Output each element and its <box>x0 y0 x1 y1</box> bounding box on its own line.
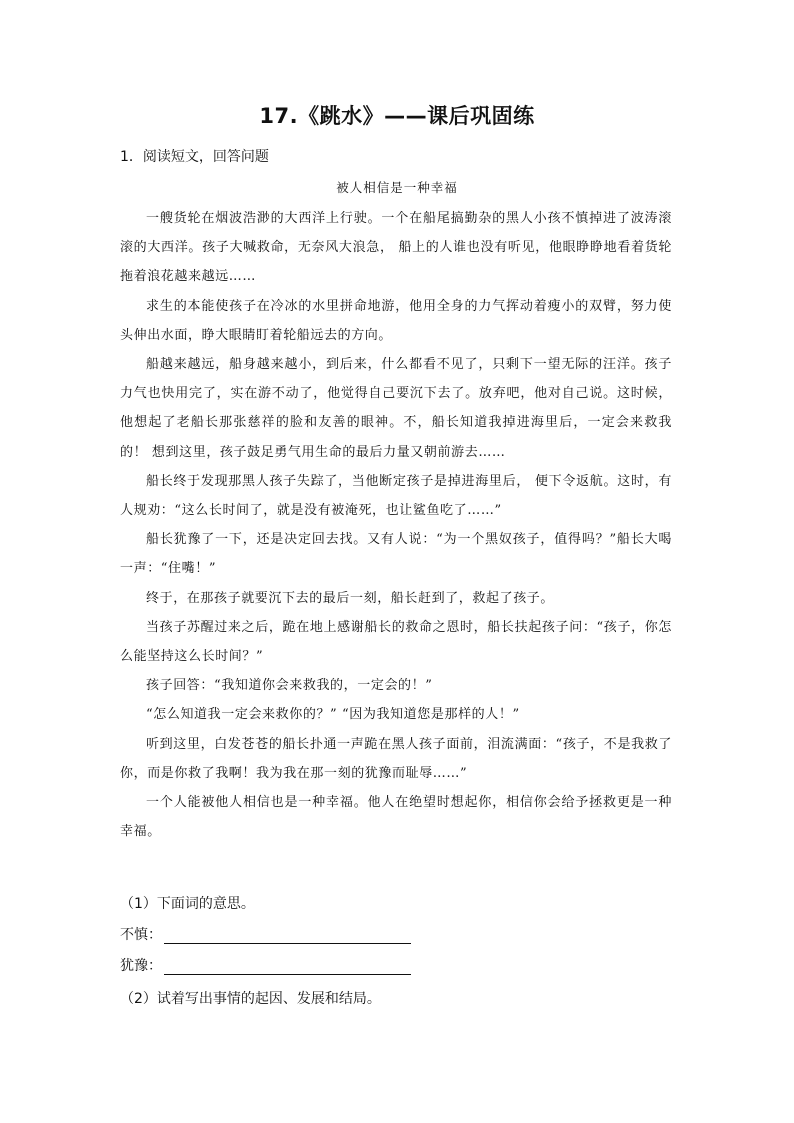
vocab-word-label: 不慎： <box>120 927 162 943</box>
passage-paragraph: 船长犹豫了一下，还是决定回去找。又有人说：“为一个黑奴孩子，值得吗？”船长大喝一声：“住嘴！” <box>120 532 672 577</box>
passage-paragraph: 一艘货轮在烟波浩渺的大西洋上行驶。一个在船尾搞勤杂的黑人小孩不慎掉进了波涛滚滚的大西洋。孩子大喊救命，无奈风大浪急， 船上的人谁也没有听见，他眼睁睁地看着货轮拖着浪花越来越远…… <box>120 211 672 285</box>
vocab-row-1 <box>120 924 411 944</box>
passage-body <box>120 204 672 846</box>
vocab-word-label: 犹豫： <box>120 958 162 974</box>
passage-paragraph: 船越来越远，船身越来越小，到后来，什么都看不见了，只剩下一望无际的汪洋。孩子力气也快用完了，实在游不动了，他觉得自己要沉下去了。放弃吧，他对自己说。这时候，他想起了老船长那张慈祥的脸和友善的眼神。不，船长知道我掉进海里后，一定会来救我的！ 想到这里，孩子鼓足勇气用生命的最后力量又朝前游去…… <box>120 357 672 460</box>
passage-paragraph: 终于，在那孩子就要沉下去的最后一刻，船长赶到了，救起了孩子。 <box>146 590 555 606</box>
passage-paragraph: 孩子回答：“我知道你会来救我的，一定会的！” <box>146 678 433 694</box>
passage-paragraph: 求生的本能使孩子在冷冰的水里拼命地游，他用全身的力气挥动着瘦小的双臂，努力使头伸出水面，睁大眼睛盯着轮船远去的方向。 <box>120 298 672 343</box>
passage-paragraph: 一个人能被他人相信也是一种幸福。他人在绝望时想起你，相信你会给予拯救更是一种幸福。 <box>120 795 672 840</box>
answer-blank-2[interactable] <box>164 958 411 975</box>
question-heading: 1．阅读短文，回答问题 <box>120 149 269 165</box>
passage-paragraph: 听到这里，白发苍苍的船长扑通一声跪在黑人孩子面前，泪流满面：“孩子，不是我救了你，而是你救了我啊！我为我在那一刻的犹豫而耻辱……” <box>120 736 672 781</box>
page-title: 17.《跳水》——课后巩固练 <box>259 104 535 128</box>
passage-paragraph: 船长终于发现那黑人孩子失踪了，当他断定孩子是掉进海里后， 便下令返航。这时，有人规劝：“这么长时间了，就是没有被淹死，也让鲨鱼吃了……” <box>120 473 672 519</box>
passage-title: 被人相信是一种幸福 <box>336 180 458 195</box>
passage-paragraph: “怎么知道我一定会来救你的？” “因为我知道您是那样的人！” <box>146 707 520 723</box>
passage-paragraph: 当孩子苏醒过来之后，跪在地上感谢船长的救命之恩时，船长扶起孩子问：“孩子，你怎么能坚持这么长时间？” <box>120 619 672 665</box>
sub-question-2: （2）试着写出事情的起因、发展和结局。 <box>120 991 381 1007</box>
sub-question-1: （1）下面词的意思。 <box>120 896 255 912</box>
answer-blank-1[interactable] <box>164 927 411 944</box>
vocab-row-2 <box>120 955 411 975</box>
